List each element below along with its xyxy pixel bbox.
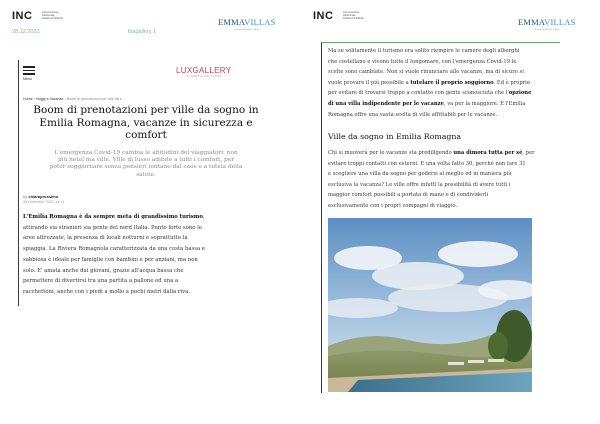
breadcrumb-home[interactable]: Home (23, 97, 33, 101)
client-logo-text: EMMAVILLAS (218, 17, 276, 27)
site-logo-tagline: IL PORTALE DEL LUSSO (185, 75, 222, 78)
breadcrumb-separator: › (33, 97, 36, 101)
menu-label: Menu (23, 76, 32, 81)
right-client-logo (518, 10, 576, 31)
body-line: solo. E' amata anche dai giovani, grazie all'acqua bassa che (23, 267, 184, 274)
client-logo-text: EMMAVILLAS (518, 17, 576, 27)
article-paragraph-1: Ma se solitamente il turismo era solito riempire le camere degli alberghi che costellano e vivono tutto il lungomare, con l'emergenza Covid-19 le scelte sono cambiate. Non si vuole rinunciare alle vacanze, ma di sicuro si vuole provare il più possibile a tutelare il proprio soggiorno. Ed è proprio per evitare di trovarsi troppo a contatto con gente sconosciuta che l'opzione di una villa indipendente per le vacanze, va per la maggiore. E l'Emilia Romagna offre una vasta scelta di ville affittabili per le vacanze. (328, 48, 532, 118)
breadcrumb-current: Boom di prenotazioni per ville da s... (66, 97, 125, 101)
body-line: L'Emilia Romagna è da sempre meta di grandissimo turismo, (23, 214, 205, 220)
villa-pool-photo (328, 218, 532, 392)
villa-landscape-image (328, 218, 532, 392)
article-date: 28 Dicembre 2021 14:11 (23, 200, 65, 204)
body-line: racchettoni, anche con i piedi a mollo a pochi metri dalla riva. (23, 288, 190, 295)
author-link[interactable]: chiaraprossimo (28, 194, 59, 199)
publisher-logo-subtext: Comunicazione Istituzionale Relazioni Pubbliche (343, 11, 364, 20)
body-line: attirando sia stranieri sia gente del nord Italia. Punto forte sono le (23, 224, 202, 231)
left-client-logo (218, 10, 276, 31)
client-logo-tagline: dream holiday villas (534, 29, 560, 31)
publisher-logo-text: INC (313, 10, 334, 22)
article-author: by chiaraprossimo (23, 194, 59, 199)
breadcrumb-category[interactable]: Viaggi e Vacanze (35, 97, 64, 101)
right-publisher-logo (313, 10, 333, 22)
left-publisher-logo (12, 10, 32, 22)
section-heading: Ville da sogno in Emilia Romagna (328, 132, 462, 141)
article-body (23, 212, 271, 298)
luxgallery-logo[interactable] (176, 66, 231, 78)
article-paragraph-2: Chi si muoverà per le vacanze sta prediligendo una dimora tutta per sé, per evitare troppi contatti con esterni. E una volta fatto 30, perché non fare 31 e scegliere una villa da sogno per godersi al meglio ed in maniera più esclusiva la vacanza? Le ville offre infatti la possibilità di avere tutti i maggior comfort possibili a portata di mano e di condividerli esclusivamente con i propri compagni di viaggio. (328, 150, 535, 209)
body-line: aree attrezzate, la presenza di locali notturni e soprattutto la (23, 235, 188, 242)
clipping-date: 28.12.2021 (12, 29, 40, 35)
body-line: spiaggia. La Riviera Romagnola caratterizzata da una costa bassa e (23, 246, 205, 253)
publisher-logo-subtext: Comunicazione Istituzionale Relazioni Pubbliche (42, 11, 63, 20)
client-logo-tagline: dream holiday villas (234, 29, 260, 31)
body-line: permettere di divertirsi tra una partita a pallone ed una a (23, 278, 179, 285)
breadcrumb (23, 97, 125, 101)
clipping-source: lbagallery 1 (128, 29, 157, 35)
publisher-logo-text: INC (12, 10, 33, 22)
article-title: Boom di prenotazioni per ville da sogno in Emilia Romagna, vacanze in sicurezza e comfort (33, 104, 259, 141)
breadcrumb-separator: › (64, 97, 67, 101)
article-subtitle: L'emergenza Covid-19 cambia le abitudini dei viaggiatori: non più hotel ma ville. Ville di lusso adibite a tutti i comfort, per poter soggiornare senza pensieri lontano dal caos e a tutela della salute. (49, 150, 243, 178)
body-line: sabbiosa è ideale per famiglie con bambini e per anziani, ma non (23, 256, 198, 263)
hamburger-menu-icon[interactable] (23, 66, 35, 81)
site-logo-text: LUXGALLERY (176, 66, 232, 75)
